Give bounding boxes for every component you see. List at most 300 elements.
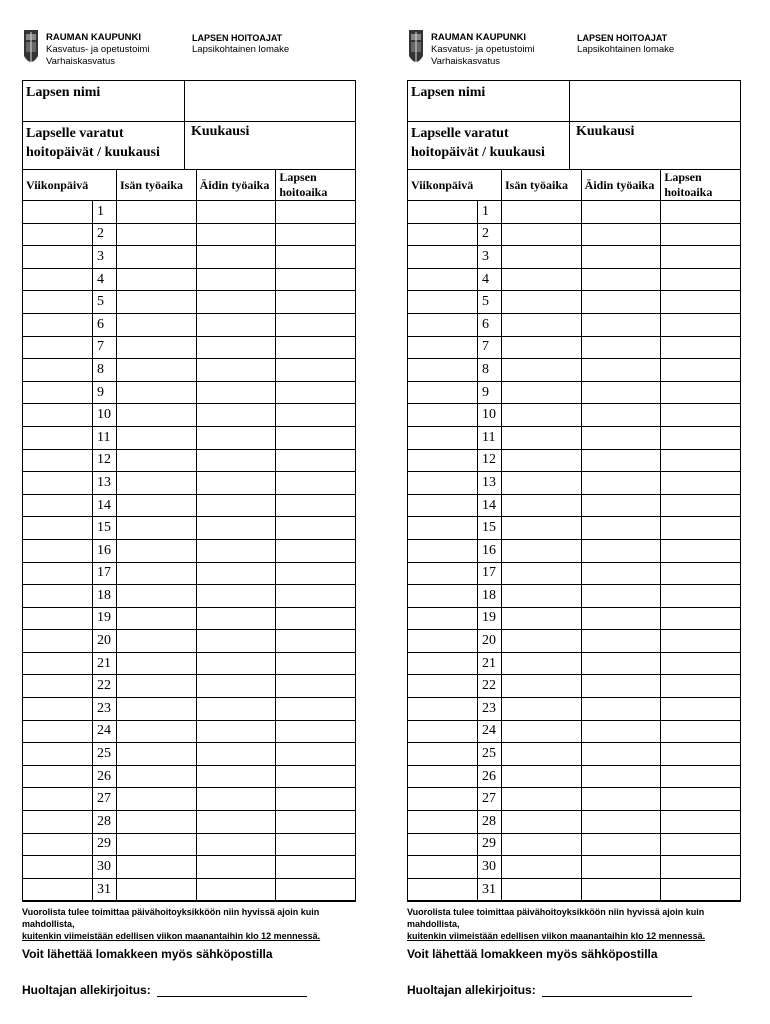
weekday-cell[interactable] [408, 720, 478, 743]
mother-hours-cell[interactable] [196, 743, 276, 766]
father-hours-cell[interactable] [502, 698, 582, 721]
father-hours-cell[interactable] [502, 381, 582, 404]
mother-hours-cell[interactable] [196, 856, 276, 879]
child-hours-cell[interactable] [276, 449, 356, 472]
mother-hours-cell[interactable] [196, 517, 276, 540]
child-hours-cell[interactable] [661, 223, 741, 246]
weekday-cell[interactable] [23, 652, 93, 675]
father-hours-cell[interactable] [502, 313, 582, 336]
father-hours-cell[interactable] [502, 765, 582, 788]
father-hours-cell[interactable] [117, 585, 197, 608]
day-row [23, 336, 356, 359]
father-hours-cell[interactable] [117, 833, 197, 856]
weekday-cell[interactable] [408, 878, 478, 901]
weekday-cell[interactable] [408, 765, 478, 788]
weekday-cell[interactable] [408, 811, 478, 834]
mother-hours-cell[interactable] [196, 811, 276, 834]
father-hours-cell[interactable] [502, 201, 582, 224]
child-hours-cell[interactable] [276, 426, 356, 449]
weekday-cell[interactable] [408, 562, 478, 585]
child-hours-cell[interactable] [276, 381, 356, 404]
weekday-cell[interactable] [23, 246, 93, 269]
weekday-cell[interactable] [23, 585, 93, 608]
weekday-cell[interactable] [408, 359, 478, 382]
child-name-field[interactable] [185, 81, 355, 121]
child-hours-cell[interactable] [276, 268, 356, 291]
weekday-cell[interactable] [408, 404, 478, 427]
signature-line[interactable] [542, 984, 692, 997]
father-hours-cell[interactable] [117, 698, 197, 721]
day-number: 26 [478, 765, 502, 788]
org-dept: Kasvatus- ja opetustoimi [46, 44, 150, 55]
child-hours-cell[interactable] [276, 201, 356, 224]
child-hours-cell[interactable] [276, 765, 356, 788]
mother-hours-cell[interactable] [196, 652, 276, 675]
mother-hours-cell[interactable] [581, 878, 661, 901]
weekday-cell[interactable] [408, 381, 478, 404]
mother-hours-cell[interactable] [196, 562, 276, 585]
child-hours-cell[interactable] [661, 878, 741, 901]
child-hours-cell[interactable] [661, 539, 741, 562]
day-row [408, 743, 741, 766]
mother-hours-cell[interactable] [581, 675, 661, 698]
mother-hours-cell[interactable] [196, 404, 276, 427]
father-hours-cell[interactable] [117, 517, 197, 540]
mother-hours-cell[interactable] [581, 539, 661, 562]
mother-hours-cell[interactable] [581, 698, 661, 721]
child-hours-cell[interactable] [276, 811, 356, 834]
child-hours-cell[interactable] [276, 359, 356, 382]
weekday-cell[interactable] [23, 765, 93, 788]
day-row [408, 585, 741, 608]
father-hours-cell[interactable] [502, 426, 582, 449]
father-hours-cell[interactable] [502, 743, 582, 766]
month-field[interactable]: Kuukausi [191, 124, 250, 139]
father-hours-cell[interactable] [117, 811, 197, 834]
child-hours-cell[interactable] [276, 494, 356, 517]
weekday-cell[interactable] [408, 856, 478, 879]
day-number: 1 [93, 201, 117, 224]
mother-hours-cell[interactable] [581, 201, 661, 224]
child-hours-cell[interactable] [661, 246, 741, 269]
mother-hours-cell[interactable] [196, 765, 276, 788]
day-number: 20 [478, 630, 502, 653]
father-hours-cell[interactable] [117, 359, 197, 382]
weekday-cell[interactable] [23, 698, 93, 721]
child-hours-cell[interactable] [661, 675, 741, 698]
mother-hours-cell[interactable] [581, 494, 661, 517]
child-hours-cell[interactable] [661, 585, 741, 608]
mother-hours-cell[interactable] [196, 878, 276, 901]
child-hours-cell[interactable] [276, 291, 356, 314]
father-hours-cell[interactable] [117, 426, 197, 449]
child-hours-cell[interactable] [661, 698, 741, 721]
mother-hours-cell[interactable] [581, 630, 661, 653]
child-hours-cell[interactable] [661, 833, 741, 856]
weekday-cell[interactable] [23, 630, 93, 653]
father-hours-cell[interactable] [502, 494, 582, 517]
mother-hours-cell[interactable] [196, 720, 276, 743]
mother-hours-cell[interactable] [196, 675, 276, 698]
day-number: 8 [93, 359, 117, 382]
child-hours-cell[interactable] [661, 268, 741, 291]
father-hours-cell[interactable] [117, 472, 197, 495]
form-title: LAPSEN HOITOAJAT [192, 33, 283, 43]
father-hours-cell[interactable] [117, 607, 197, 630]
mother-hours-cell[interactable] [196, 585, 276, 608]
mother-hours-cell[interactable] [581, 585, 661, 608]
weekday-cell[interactable] [408, 517, 478, 540]
father-hours-cell[interactable] [502, 404, 582, 427]
mother-hours-cell[interactable] [196, 449, 276, 472]
child-hours-cell[interactable] [661, 743, 741, 766]
child-hours-cell[interactable] [276, 788, 356, 811]
day-row [408, 856, 741, 879]
weekday-cell[interactable] [408, 449, 478, 472]
day-row [408, 765, 741, 788]
day-row [408, 359, 741, 382]
father-hours-cell[interactable] [502, 675, 582, 698]
mother-hours-cell[interactable] [196, 246, 276, 269]
mother-hours-cell[interactable] [581, 426, 661, 449]
day-number: 5 [478, 291, 502, 314]
father-hours-cell[interactable] [502, 562, 582, 585]
day-number: 19 [93, 607, 117, 630]
day-row [23, 720, 356, 743]
father-hours-cell[interactable] [502, 246, 582, 269]
weekday-cell[interactable] [408, 652, 478, 675]
mother-hours-cell[interactable] [581, 223, 661, 246]
weekday-cell[interactable] [23, 856, 93, 879]
father-hours-cell[interactable] [502, 788, 582, 811]
father-hours-cell[interactable] [117, 630, 197, 653]
child-hours-cell[interactable] [661, 765, 741, 788]
father-hours-cell[interactable] [502, 585, 582, 608]
weekday-cell[interactable] [408, 291, 478, 314]
child-name-field[interactable] [570, 81, 740, 121]
weekday-cell[interactable] [23, 788, 93, 811]
weekday-cell[interactable] [23, 743, 93, 766]
father-hours-cell[interactable] [502, 449, 582, 472]
mother-hours-cell[interactable] [581, 291, 661, 314]
father-hours-cell[interactable] [117, 246, 197, 269]
day-row [408, 336, 741, 359]
organization-block [46, 32, 150, 68]
weekday-cell[interactable] [408, 246, 478, 269]
father-hours-cell[interactable] [117, 675, 197, 698]
father-hours-cell[interactable] [117, 494, 197, 517]
weekday-cell[interactable] [408, 426, 478, 449]
weekday-cell[interactable] [408, 788, 478, 811]
child-hours-cell[interactable] [661, 811, 741, 834]
father-hours-cell[interactable] [117, 539, 197, 562]
mother-hours-cell[interactable] [581, 856, 661, 879]
child-hours-cell[interactable] [661, 201, 741, 224]
weekday-cell[interactable] [408, 268, 478, 291]
child-hours-cell[interactable] [276, 336, 356, 359]
child-hours-cell[interactable] [276, 539, 356, 562]
child-hours-cell[interactable] [276, 313, 356, 336]
weekday-cell[interactable] [23, 607, 93, 630]
child-hours-cell[interactable] [276, 878, 356, 901]
father-hours-cell[interactable] [502, 359, 582, 382]
father-hours-cell[interactable] [117, 449, 197, 472]
mother-hours-cell[interactable] [581, 562, 661, 585]
father-hours-cell[interactable] [502, 223, 582, 246]
mother-hours-cell[interactable] [581, 517, 661, 540]
father-hours-cell[interactable] [117, 765, 197, 788]
mother-hours-cell[interactable] [196, 607, 276, 630]
weekday-cell[interactable] [23, 449, 93, 472]
child-hours-cell[interactable] [276, 585, 356, 608]
day-number: 10 [478, 404, 502, 427]
father-hours-cell[interactable] [117, 404, 197, 427]
weekday-cell[interactable] [23, 675, 93, 698]
day-row [23, 291, 356, 314]
child-name-label: Lapsen nimi [23, 81, 185, 121]
father-hours-cell[interactable] [117, 562, 197, 585]
child-hours-cell[interactable] [276, 675, 356, 698]
weekday-cell[interactable] [408, 494, 478, 517]
mother-hours-cell[interactable] [196, 788, 276, 811]
father-hours-cell[interactable] [502, 607, 582, 630]
child-hours-cell[interactable] [276, 404, 356, 427]
mother-hours-cell[interactable] [581, 833, 661, 856]
child-hours-cell[interactable] [276, 833, 356, 856]
day-number: 18 [93, 585, 117, 608]
mother-hours-cell[interactable] [196, 426, 276, 449]
day-number: 5 [93, 291, 117, 314]
day-number: 4 [93, 268, 117, 291]
mother-hours-cell[interactable] [581, 359, 661, 382]
mother-hours-cell[interactable] [196, 472, 276, 495]
child-hours-cell[interactable] [661, 359, 741, 382]
weekday-cell[interactable] [23, 268, 93, 291]
weekday-cell[interactable] [408, 675, 478, 698]
mother-hours-cell[interactable] [581, 607, 661, 630]
weekday-cell[interactable] [408, 585, 478, 608]
weekday-cell[interactable] [408, 472, 478, 495]
note-line-1: Vuorolista tulee toimittaa päivähoitoyksikköön niin hyvissä ajoin kuin mahdollista, [407, 907, 705, 930]
reserved-days-label: Lapselle varatut hoitopäivät / kuukausi [408, 122, 570, 169]
day-number: 1 [478, 201, 502, 224]
child-hours-cell[interactable] [661, 404, 741, 427]
father-hours-cell[interactable] [502, 630, 582, 653]
father-hours-cell[interactable] [502, 472, 582, 495]
father-hours-cell[interactable] [502, 652, 582, 675]
child-hours-cell[interactable] [661, 449, 741, 472]
child-hours-cell[interactable] [276, 698, 356, 721]
weekday-cell[interactable] [23, 336, 93, 359]
mother-hours-cell[interactable] [581, 788, 661, 811]
child-hours-cell[interactable] [661, 472, 741, 495]
father-hours-cell[interactable] [117, 268, 197, 291]
mother-hours-cell[interactable] [196, 833, 276, 856]
father-hours-cell[interactable] [502, 268, 582, 291]
child-hours-cell[interactable] [276, 607, 356, 630]
father-hours-cell[interactable] [117, 381, 197, 404]
mother-hours-cell[interactable] [581, 381, 661, 404]
father-hours-cell[interactable] [117, 878, 197, 901]
child-hours-cell[interactable] [661, 856, 741, 879]
mother-hours-cell[interactable] [581, 652, 661, 675]
weekday-cell[interactable] [408, 698, 478, 721]
day-number: 14 [478, 494, 502, 517]
mother-hours-cell[interactable] [581, 743, 661, 766]
mother-hours-cell[interactable] [581, 246, 661, 269]
day-number: 31 [93, 878, 117, 901]
weekday-cell[interactable] [408, 313, 478, 336]
weekday-cell[interactable] [408, 607, 478, 630]
weekday-cell[interactable] [408, 743, 478, 766]
child-hours-cell[interactable] [661, 652, 741, 675]
reserved-days-row [22, 122, 356, 170]
day-row [23, 472, 356, 495]
mother-hours-cell[interactable] [196, 313, 276, 336]
child-hours-cell[interactable] [661, 336, 741, 359]
mother-hours-cell[interactable] [196, 539, 276, 562]
weekday-cell[interactable] [23, 878, 93, 901]
father-hours-cell[interactable] [502, 539, 582, 562]
child-hours-cell[interactable] [661, 381, 741, 404]
mother-hours-cell[interactable] [196, 381, 276, 404]
weekday-cell[interactable] [408, 336, 478, 359]
father-hours-cell[interactable] [502, 517, 582, 540]
weekday-cell[interactable] [408, 223, 478, 246]
father-hours-cell[interactable] [502, 291, 582, 314]
father-hours-cell[interactable] [117, 788, 197, 811]
weekday-cell[interactable] [23, 359, 93, 382]
weekday-cell[interactable] [23, 291, 93, 314]
child-hours-cell[interactable] [661, 562, 741, 585]
mother-hours-cell[interactable] [196, 359, 276, 382]
mother-hours-cell[interactable] [581, 472, 661, 495]
mother-hours-cell[interactable] [196, 494, 276, 517]
mother-hours-cell[interactable] [196, 698, 276, 721]
child-hours-cell[interactable] [661, 426, 741, 449]
day-number: 11 [93, 426, 117, 449]
weekday-cell[interactable] [23, 517, 93, 540]
father-hours-cell[interactable] [502, 811, 582, 834]
father-hours-cell[interactable] [502, 856, 582, 879]
child-hours-cell[interactable] [661, 313, 741, 336]
father-hours-cell[interactable] [117, 720, 197, 743]
mother-hours-cell[interactable] [581, 336, 661, 359]
day-number: 9 [478, 381, 502, 404]
day-number: 10 [93, 404, 117, 427]
father-hours-cell[interactable] [502, 720, 582, 743]
weekday-cell[interactable] [23, 223, 93, 246]
mother-hours-cell[interactable] [196, 268, 276, 291]
weekday-cell[interactable] [408, 833, 478, 856]
day-row [408, 833, 741, 856]
day-row [23, 811, 356, 834]
mother-hours-cell[interactable] [581, 404, 661, 427]
father-hours-cell[interactable] [117, 856, 197, 879]
weekday-cell[interactable] [23, 833, 93, 856]
header-weekday: Viikonpäivä [23, 170, 117, 201]
weekday-cell[interactable] [408, 201, 478, 224]
child-hours-cell[interactable] [661, 494, 741, 517]
father-hours-cell[interactable] [502, 833, 582, 856]
child-hours-cell[interactable] [276, 743, 356, 766]
weekday-cell[interactable] [23, 720, 93, 743]
mother-hours-cell[interactable] [581, 765, 661, 788]
child-hours-cell[interactable] [661, 291, 741, 314]
child-hours-cell[interactable] [276, 246, 356, 269]
org-unit: Varhaiskasvatus [46, 56, 115, 67]
child-hours-cell[interactable] [276, 720, 356, 743]
mother-hours-cell[interactable] [581, 268, 661, 291]
father-hours-cell[interactable] [502, 336, 582, 359]
mother-hours-cell[interactable] [196, 291, 276, 314]
child-hours-cell[interactable] [276, 630, 356, 653]
weekday-cell[interactable] [23, 562, 93, 585]
weekday-cell[interactable] [23, 472, 93, 495]
mother-hours-cell[interactable] [196, 201, 276, 224]
weekday-cell[interactable] [23, 426, 93, 449]
father-hours-cell[interactable] [117, 201, 197, 224]
child-hours-cell[interactable] [276, 517, 356, 540]
mother-hours-cell[interactable] [581, 313, 661, 336]
mother-hours-cell[interactable] [581, 811, 661, 834]
father-hours-cell[interactable] [117, 336, 197, 359]
father-hours-cell[interactable] [117, 223, 197, 246]
weekday-cell[interactable] [23, 494, 93, 517]
child-hours-cell[interactable] [661, 630, 741, 653]
day-row [23, 539, 356, 562]
father-hours-cell[interactable] [117, 313, 197, 336]
child-hours-cell[interactable] [276, 652, 356, 675]
father-hours-cell[interactable] [502, 878, 582, 901]
weekday-cell[interactable] [23, 404, 93, 427]
form-title-block [577, 32, 674, 56]
month-field[interactable]: Kuukausi [576, 124, 635, 139]
weekday-cell[interactable] [23, 811, 93, 834]
day-row [23, 585, 356, 608]
mother-hours-cell[interactable] [581, 720, 661, 743]
weekday-cell[interactable] [408, 630, 478, 653]
weekday-cell[interactable] [23, 539, 93, 562]
weekday-cell[interactable] [23, 381, 93, 404]
day-number: 17 [478, 562, 502, 585]
mother-hours-cell[interactable] [196, 630, 276, 653]
child-hours-cell[interactable] [661, 517, 741, 540]
mother-hours-cell[interactable] [196, 223, 276, 246]
father-hours-cell[interactable] [117, 291, 197, 314]
mother-hours-cell[interactable] [581, 449, 661, 472]
day-row [23, 426, 356, 449]
father-hours-cell[interactable] [117, 743, 197, 766]
child-hours-cell[interactable] [276, 223, 356, 246]
weekday-cell[interactable] [23, 201, 93, 224]
child-hours-cell[interactable] [276, 472, 356, 495]
form-title-block [192, 32, 289, 56]
child-hours-cell[interactable] [276, 562, 356, 585]
weekday-cell[interactable] [23, 313, 93, 336]
father-hours-cell[interactable] [117, 652, 197, 675]
day-number: 2 [93, 223, 117, 246]
weekday-cell[interactable] [408, 539, 478, 562]
child-hours-cell[interactable] [276, 856, 356, 879]
child-hours-cell[interactable] [661, 788, 741, 811]
signature-line[interactable] [157, 984, 307, 997]
child-hours-cell[interactable] [661, 720, 741, 743]
child-hours-cell[interactable] [661, 607, 741, 630]
mother-hours-cell[interactable] [196, 336, 276, 359]
day-row [408, 630, 741, 653]
org-name: RAUMAN KAUPUNKI [46, 32, 141, 43]
